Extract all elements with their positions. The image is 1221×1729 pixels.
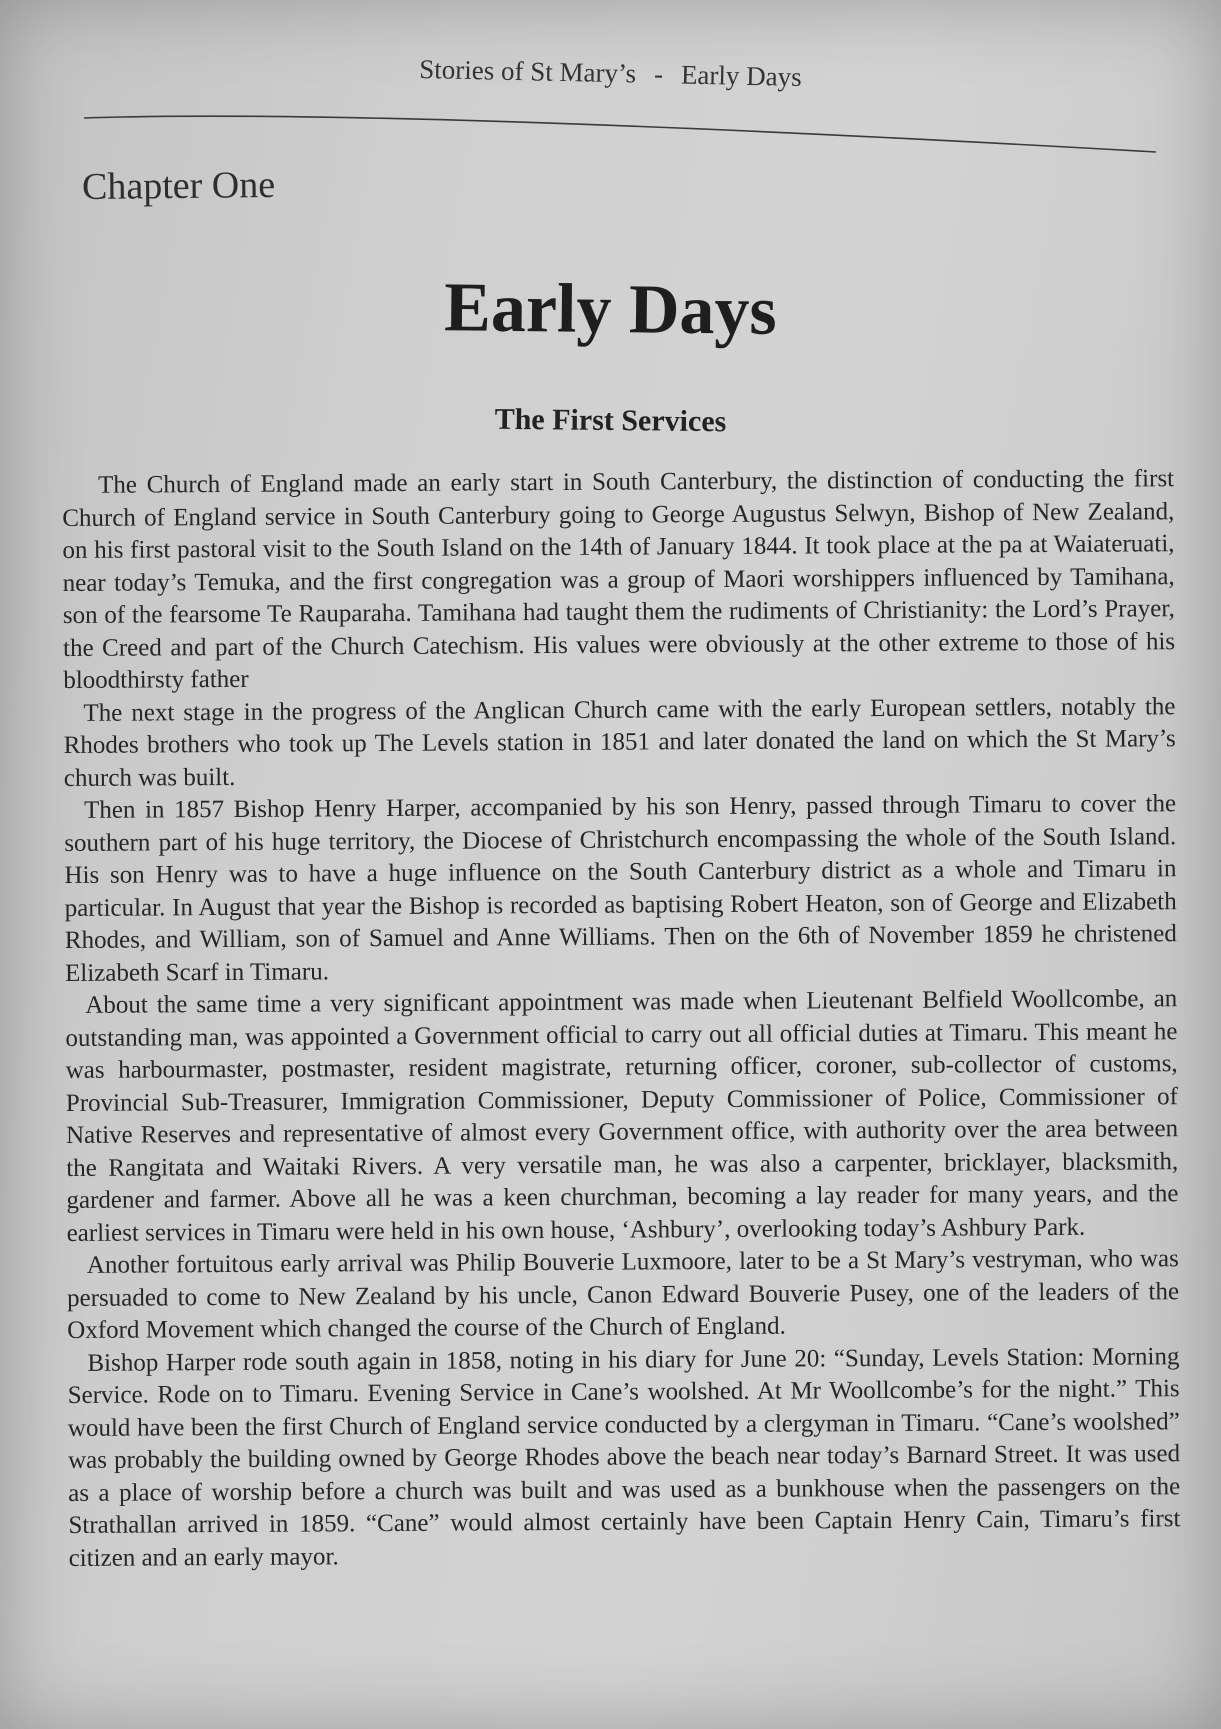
paragraph: The Church of England made an early start in South Canterbury, the distinction of conducting the first Church of England service in South Canterbury going to George Augustus Selwyn, Bishop of New Zealand, on his first pastoral visit to the South Island on the 14th of January 1844. It took place at the pa at Waiateruati, near today’s Temuka, and the first congregation was a group of Maori worshippers influenced by Tamihana, son of the fearsome Te Rauparaha. Tamihana had taught them the rudiments of Christianity: the Lord’s Prayer, the Creed and part of the Church Catechism. His values were obviously at the other extreme to those of his bloodthirsty father [62,465,1176,694]
header-rule [84,112,1156,160]
section-title: The First Services [494,402,727,439]
paragraph: Then in 1857 Bishop Henry Harper, accompanied by his son Henry, passed through Timaru to cover the southern part of his huge territory, the Diocese of Christchurch encompassing the whole of the South Island. His son Henry was to have a huge influence on the South Canterbury district as a whole and Timaru in particular. In August that year the Bishop is recorded as baptising Robert Heaton, son of George and Elizabeth Rhodes, and William, son of Samuel and Anne Williams. Then on the 6th of November 1859 he christened Elizabeth Scarf in Timaru. [64,790,1177,987]
header-separator: - [653,58,664,90]
body-text [62,463,1181,1575]
chapter-title: Early Days [443,269,778,350]
paragraph: Another fortuitous early arrival was Philip Bouverie Luxmoore, later to be a St Mary’s vestryman, who was persuaded to come to New Zealand by his uncle, Canon Edward Bouverie Pusey, one of the leaders of the Oxford Movement which changed the course of the Church of England. [66,1245,1180,1344]
paragraph: Bishop Harper rode south again in 1858, noting in his diary for June 20: “Sunday, Levels Station: Morning Service. Rode on to Timaru. Evening Service in Cane’s woolshed. At Mr Woollcombe’s for the night.” This would have been the first Church of England service conducted by a clergyman in Timaru. “Cane’s woolshed” was probably the building owned by George Rhodes above the beach near today’s Barnard Street. It was used as a place of worship before a church was built and was used as a bunkhouse when the passengers on the Strathallan arrived in 1859. “Cane” would almost certainly have been Captain Henry Cain, Timaru’s first citizen and an early mayor. [67,1342,1181,1572]
paragraph: About the same time a very significant appointment was made when Lieutenant Belfield Woollcombe, an outstanding man, was appointed a Government official to carry out all official duties at Timaru. This meant he was harbourmaster, postmaster, resident magistrate, returning officer, coroner, sub-collector of customs, Provincial Sub-Treasurer, Immigration Commissioner, Deputy Commissioner of Police, Commissioner of Native Reserves and representative of almost every Government office, with authority over the area between the Rangitata and Waitaki Rivers. A very versatile man, he was also a carpenter, bricklayer, blacksmith, gardener and farmer. Above all he was a keen churchman, becoming a lay reader for many years, and the earliest services in Timaru were held in his own house, ‘Ashbury’, overlooking today’s Ashbury Park. [65,985,1179,1247]
running-header [0,45,1221,102]
header-chapter-name: Early Days [680,59,803,93]
paragraph: The next stage in the progress of the Anglican Church came with the early European settlers, notably the Rhodes brothers who took up The Levels station in 1851 and later donated the land on which the St Mary’s church was built. [63,692,1176,792]
chapter-label: Chapter One [81,163,276,209]
book-title: Stories of St Mary’s [418,53,637,89]
